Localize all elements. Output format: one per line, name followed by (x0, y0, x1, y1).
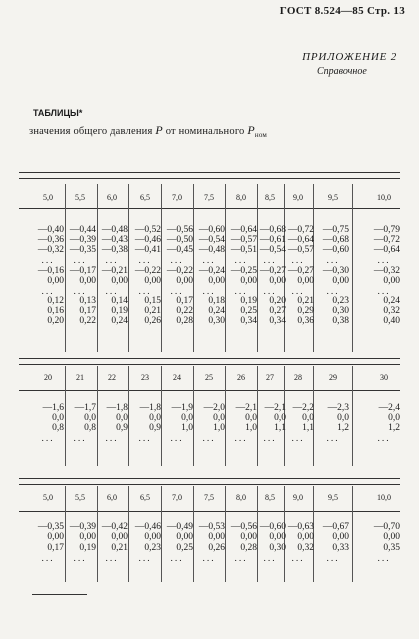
column-header: 9,0 (293, 193, 303, 202)
table-cell: 0,13 (79, 296, 96, 306)
table-cell: ... (202, 287, 216, 297)
column-header: 9,5 (328, 193, 338, 202)
table-cell: 0,20 (47, 316, 64, 326)
table-cell: 0,27 (269, 306, 286, 316)
table-cell: 0,00 (208, 276, 225, 286)
table-cell: —0,35 (37, 522, 64, 532)
table-cell: —1,8 (139, 403, 161, 413)
table-cell: 0,0 (388, 413, 400, 423)
column-header: 21 (76, 373, 84, 382)
table-cell: ... (41, 287, 55, 297)
column-header: 27 (266, 373, 274, 382)
table-cell: —0,64 (287, 235, 314, 245)
table-cell: ... (73, 256, 87, 266)
table-cell: 0,30 (332, 306, 349, 316)
column-header: 10,0 (377, 493, 391, 502)
table-cell: 0,00 (332, 276, 349, 286)
table-cell: 0,38 (332, 316, 349, 326)
column-header: 23 (141, 373, 149, 382)
table-cell: 0,8 (84, 423, 96, 433)
column-header: 29 (329, 373, 337, 382)
column-header: 7,0 (172, 193, 182, 202)
table-cell: 0,20 (269, 296, 286, 306)
column-header: 6,0 (107, 493, 117, 502)
column-header: 8,0 (236, 193, 246, 202)
table-cell: 0,25 (240, 306, 257, 316)
table-cell: 0,24 (111, 316, 128, 326)
table-cell: 0,32 (297, 543, 314, 553)
table-cell: 0,00 (269, 532, 286, 542)
table-cell: —0,27 (287, 266, 314, 276)
table-cell: —0,38 (101, 245, 128, 255)
table-cell: ... (105, 554, 119, 564)
table-cell: 0,0 (84, 413, 96, 423)
section-caption (29, 123, 267, 139)
table-cell: —0,42 (101, 522, 128, 532)
column-header: 5,0 (43, 193, 53, 202)
table-cell: 0,17 (176, 296, 193, 306)
table-cell: ... (170, 434, 184, 444)
table-cell: —0,57 (230, 235, 257, 245)
table-cell: 0,0 (274, 413, 286, 423)
table-cell: 0,00 (332, 532, 349, 542)
table-cell: —0,46 (134, 235, 161, 245)
table-cell: ... (377, 554, 391, 564)
table-cell: 1,0 (213, 423, 225, 433)
table-cell: 0,0 (52, 413, 64, 423)
column-header: 6,0 (107, 193, 117, 202)
table-cell: 0,00 (269, 276, 286, 286)
table-cell: ... (326, 554, 340, 564)
table-cell: ... (41, 554, 55, 564)
table-cell: 0,00 (111, 532, 128, 542)
table-cell: —0,30 (322, 266, 349, 276)
table-cell: —0,52 (134, 225, 161, 235)
table-cell: —0,32 (37, 245, 64, 255)
table-cell: ... (326, 256, 340, 266)
table-cell: —0,68 (259, 225, 286, 235)
table-cell: 0,22 (176, 306, 193, 316)
table-cell: ... (377, 434, 391, 444)
column-divider (352, 486, 353, 582)
table-cell: —0,36 (37, 235, 64, 245)
table-top-rule (19, 364, 400, 365)
table-cell: 0,22 (79, 316, 96, 326)
table-cell: ... (326, 287, 340, 297)
table-cell: 0,40 (383, 316, 400, 326)
table-cell: 0,00 (144, 276, 161, 286)
table-cell: 0,33 (332, 543, 349, 553)
table-cell: —0,51 (230, 245, 257, 255)
table-cell: 0,00 (176, 532, 193, 542)
table-cell: 0,00 (79, 532, 96, 542)
table-cell: 0,35 (383, 543, 400, 553)
table-cell: ... (138, 287, 152, 297)
table-cell: ... (263, 434, 277, 444)
table-cell: —0,46 (134, 522, 161, 532)
table-cell: 0,00 (47, 276, 64, 286)
table-cell: 0,15 (144, 296, 161, 306)
section-title: ТАБЛИЦЫ* (33, 108, 83, 118)
table-cell: ... (202, 256, 216, 266)
table-cell: —0,72 (373, 235, 400, 245)
table-cell: 0,26 (144, 316, 161, 326)
table-cell: ... (234, 434, 248, 444)
table-cell: —1,8 (106, 403, 128, 413)
table-cell: 1,1 (274, 423, 286, 433)
table-top-rule (19, 484, 400, 485)
table-cell: —1,7 (74, 403, 96, 413)
table-cell: —2,3 (327, 403, 349, 413)
table-cell: 0,00 (111, 276, 128, 286)
table-cell: 0,28 (240, 543, 257, 553)
table-cell: 0,00 (144, 532, 161, 542)
table-cell: ... (291, 554, 305, 564)
table-cell: —0,45 (166, 245, 193, 255)
table-cell: —2,1 (235, 403, 257, 413)
table-cell: —0,35 (69, 245, 96, 255)
column-header: 26 (237, 373, 245, 382)
column-header: 7,5 (204, 493, 214, 502)
table-cell: 0,34 (240, 316, 257, 326)
table-cell: —0,72 (287, 225, 314, 235)
table-cell: 1,0 (181, 423, 193, 433)
table-cell: 0,00 (383, 276, 400, 286)
table-cell: 0,8 (52, 423, 64, 433)
column-header: 7,5 (204, 193, 214, 202)
table-cell: 0,25 (176, 543, 193, 553)
table-cell: 0,26 (208, 543, 225, 553)
table-header-rule (19, 208, 400, 209)
appendix-title: ПРИЛОЖЕНИЕ 2 (302, 51, 397, 63)
caption-symbol-p: P (155, 123, 163, 137)
table-cell: 0,00 (240, 532, 257, 542)
table-cell: 0,32 (383, 306, 400, 316)
column-header: 24 (173, 373, 181, 382)
table-cell: ... (138, 256, 152, 266)
table-cell: ... (291, 434, 305, 444)
table-cell: —0,25 (230, 266, 257, 276)
table-cell: ... (202, 434, 216, 444)
table-cell: 0,23 (332, 296, 349, 306)
table-top-rule (19, 172, 400, 173)
table-cell: 0,00 (297, 532, 314, 542)
table-cell: —0,64 (373, 245, 400, 255)
footnote-rule (32, 594, 87, 595)
table-cell: 0,00 (383, 532, 400, 542)
table-cell: 0,17 (79, 306, 96, 316)
table-cell: —0,24 (198, 266, 225, 276)
table-cell: 0,00 (297, 276, 314, 286)
column-header: 8,5 (265, 193, 275, 202)
table-top-rule (19, 478, 400, 479)
table-cell: 0,30 (208, 316, 225, 326)
table-header-rule (19, 390, 400, 391)
column-header: 9,0 (293, 493, 303, 502)
table-cell: —0,17 (69, 266, 96, 276)
table-cell: —0,70 (373, 522, 400, 532)
table-cell: 0,21 (111, 543, 128, 553)
table-cell: 1,0 (245, 423, 257, 433)
table-cell: 0,17 (47, 543, 64, 553)
table-cell: ... (73, 287, 87, 297)
column-header: 5,5 (75, 493, 85, 502)
table-cell: —1,9 (171, 403, 193, 413)
table-cell: 0,00 (79, 276, 96, 286)
table-cell: 0,00 (47, 532, 64, 542)
table-cell: ... (170, 554, 184, 564)
table-cell: ... (170, 256, 184, 266)
table-cell: —0,57 (287, 245, 314, 255)
table-cell: —0,21 (101, 266, 128, 276)
column-header: 6,5 (140, 193, 150, 202)
column-header: 25 (205, 373, 213, 382)
column-header: 7,0 (172, 493, 182, 502)
table-cell: 0,00 (176, 276, 193, 286)
table-cell: 0,23 (144, 543, 161, 553)
table-cell: 0,9 (116, 423, 128, 433)
table-cell: —0,44 (69, 225, 96, 235)
table-cell: 0,12 (47, 296, 64, 306)
table-cell: —0,43 (101, 235, 128, 245)
table-cell: —0,54 (259, 245, 286, 255)
table-cell: ... (41, 256, 55, 266)
table-cell: —0,48 (198, 245, 225, 255)
table-cell: 0,24 (383, 296, 400, 306)
table-cell: 0,19 (79, 543, 96, 553)
table-cell: —0,27 (259, 266, 286, 276)
table-cell: —0,53 (198, 522, 225, 532)
table-cell: —0,22 (134, 266, 161, 276)
table-cell: 0,18 (208, 296, 225, 306)
table-cell: ... (291, 256, 305, 266)
table-cell: 0,19 (240, 296, 257, 306)
column-header: 8,5 (265, 493, 275, 502)
table-cell: ... (41, 434, 55, 444)
table-cell: 0,30 (269, 543, 286, 553)
table-cell: 0,21 (144, 306, 161, 316)
table-cell: —0,79 (373, 225, 400, 235)
column-header: 22 (108, 373, 116, 382)
table-cell: ... (138, 554, 152, 564)
table-cell: ... (234, 256, 248, 266)
table-cell: —2,4 (378, 403, 400, 413)
table-top-rule (19, 358, 400, 359)
table-cell: 0,0 (245, 413, 257, 423)
table-cell: —0,60 (198, 225, 225, 235)
page-header: ГОСТ 8.524—85 Стр. 13 (279, 5, 405, 17)
column-header: 8,0 (236, 493, 246, 502)
table-cell: 1,1 (302, 423, 314, 433)
table-cell: —0,41 (134, 245, 161, 255)
column-header: 20 (44, 373, 52, 382)
table-cell: ... (170, 287, 184, 297)
table-cell: —0,67 (322, 522, 349, 532)
table-cell: 0,0 (116, 413, 128, 423)
caption-text-1: значения общего давления (29, 126, 153, 137)
table-cell: 0,0 (302, 413, 314, 423)
table-cell: —0,39 (69, 522, 96, 532)
table-cell: —0,49 (166, 522, 193, 532)
table-cell: —2,0 (203, 403, 225, 413)
column-header: 5,5 (75, 193, 85, 202)
table-cell: ... (202, 554, 216, 564)
table-cell: 0,9 (149, 423, 161, 433)
table-cell: ... (263, 256, 277, 266)
table-cell: —0,54 (198, 235, 225, 245)
table-cell: —0,68 (322, 235, 349, 245)
table-cell: 0,00 (240, 276, 257, 286)
column-divider (352, 184, 353, 352)
table-cell: —0,64 (230, 225, 257, 235)
table-cell: ... (73, 554, 87, 564)
table-cell: 0,24 (208, 306, 225, 316)
column-divider (352, 366, 353, 466)
table-cell: 1,2 (388, 423, 400, 433)
table-cell: —0,40 (37, 225, 64, 235)
table-cell: 0,0 (181, 413, 193, 423)
column-header: 30 (380, 373, 388, 382)
table-cell: ... (234, 287, 248, 297)
table-cell: ... (105, 287, 119, 297)
column-header: 6,5 (140, 493, 150, 502)
table-cell: —0,63 (287, 522, 314, 532)
table-cell: —0,32 (373, 266, 400, 276)
table-cell: —0,56 (230, 522, 257, 532)
table-cell: 0,36 (297, 316, 314, 326)
table-cell: 0,00 (208, 532, 225, 542)
appendix-subtitle: Справочное (317, 66, 367, 77)
caption-text-2: от номинального (165, 126, 245, 137)
table-cell: ... (291, 287, 305, 297)
table-cell: ... (105, 434, 119, 444)
table-cell: —0,75 (322, 225, 349, 235)
table-cell: 0,21 (297, 296, 314, 306)
table-cell: 0,19 (111, 306, 128, 316)
table-cell: —0,60 (322, 245, 349, 255)
table-cell: ... (377, 256, 391, 266)
column-header: 28 (294, 373, 302, 382)
table-cell: ... (263, 554, 277, 564)
table-cell: ... (263, 287, 277, 297)
table-cell: —0,61 (259, 235, 286, 245)
table-cell: 1,2 (337, 423, 349, 433)
table-cell: ... (138, 434, 152, 444)
table-cell: —0,39 (69, 235, 96, 245)
table-cell: —0,50 (166, 235, 193, 245)
table-header-rule (19, 511, 400, 512)
column-header: 10,0 (377, 193, 391, 202)
table-cell: ... (73, 434, 87, 444)
table-cell: —0,48 (101, 225, 128, 235)
table-cell: ... (377, 287, 391, 297)
table-cell: 0,14 (111, 296, 128, 306)
table-cell: 0,29 (297, 306, 314, 316)
table-cell: ... (105, 256, 119, 266)
table-cell: 0,16 (47, 306, 64, 316)
table-top-rule (19, 178, 400, 179)
table-cell: 0,34 (269, 316, 286, 326)
table-cell: 0,0 (149, 413, 161, 423)
table-cell: 0,28 (176, 316, 193, 326)
column-header: 9,5 (328, 493, 338, 502)
table-cell: —2,1 (264, 403, 286, 413)
table-cell: —1,6 (42, 403, 64, 413)
column-header: 5,0 (43, 493, 53, 502)
table-cell: —0,60 (259, 522, 286, 532)
table-cell: ... (326, 434, 340, 444)
caption-symbol-pnom: $P_{ном}$ (247, 123, 268, 140)
table-cell: ... (234, 554, 248, 564)
table-cell: —0,16 (37, 266, 64, 276)
table-cell: —2,2 (292, 403, 314, 413)
table-cell: 0,0 (213, 413, 225, 423)
table-cell: —0,22 (166, 266, 193, 276)
table-cell: —0,56 (166, 225, 193, 235)
table-cell: 0,0 (337, 413, 349, 423)
